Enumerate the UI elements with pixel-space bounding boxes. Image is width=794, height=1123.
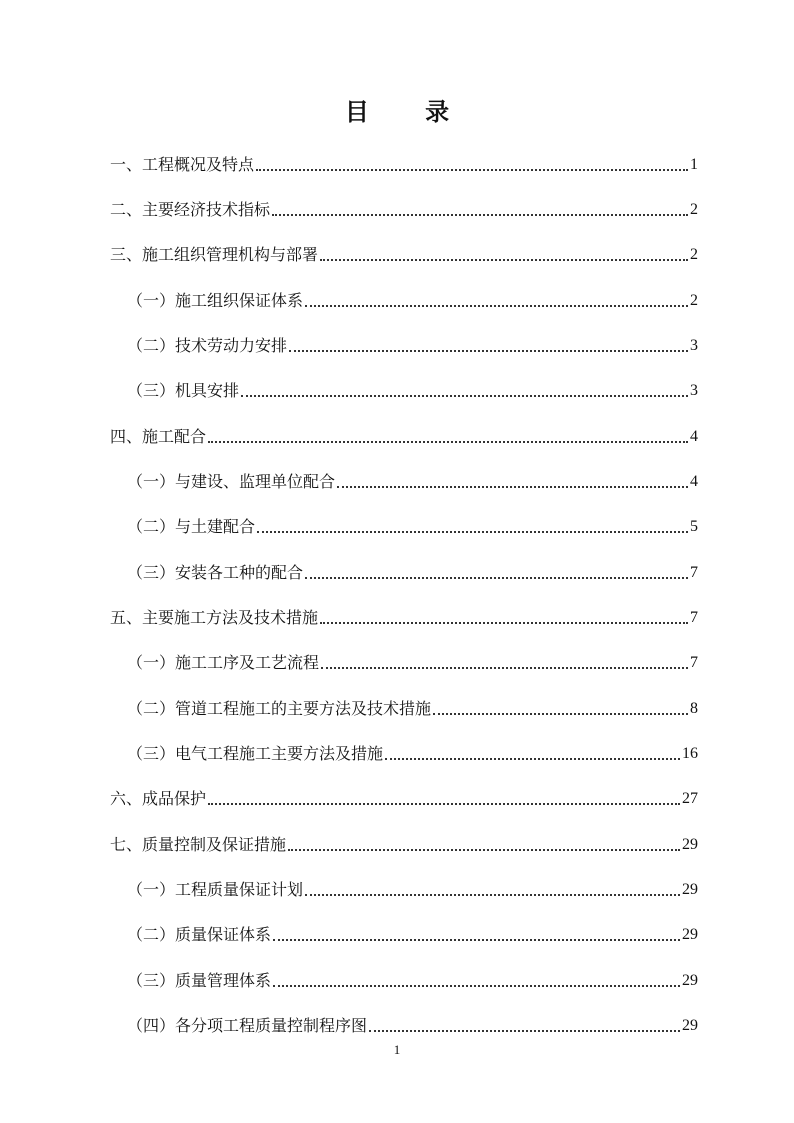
toc-entry-label: （三）质量管理体系	[127, 970, 272, 990]
toc-dot-leader	[385, 758, 680, 760]
toc-entry[interactable]	[110, 278, 698, 323]
toc-entry[interactable]	[110, 505, 698, 550]
toc-dot-leader	[273, 985, 680, 987]
toc-entry-label: （一）施工工序及工艺流程	[127, 653, 320, 673]
toc-entry-label: （二）技术劳动力安排	[127, 335, 288, 355]
toc-entry[interactable]	[110, 686, 698, 731]
toc-dot-leader	[321, 667, 688, 669]
toc-dot-leader	[272, 214, 688, 216]
toc-entry-page: 7	[690, 563, 698, 581]
toc-entry[interactable]	[110, 777, 698, 822]
toc-entry[interactable]	[110, 867, 698, 912]
toc-entry-page: 27	[682, 790, 698, 808]
toc-entry-page: 4	[690, 427, 698, 445]
toc-entry-page: 16	[682, 744, 698, 762]
toc-entry-label: （二）管道工程施工的主要方法及技术措施	[127, 698, 432, 718]
toc-dot-leader	[273, 939, 680, 941]
toc-entry-label: （三）电气工程施工主要方法及措施	[127, 743, 384, 763]
toc-entry-label: （一）与建设、监理单位配合	[127, 471, 336, 491]
toc-entry-label: （一）工程质量保证计划	[127, 879, 304, 899]
toc-entry[interactable]	[110, 414, 698, 459]
toc-entry-page: 2	[690, 246, 698, 264]
toc-entry[interactable]	[110, 641, 698, 686]
toc-entry-label: 二、主要经济技术指标	[110, 199, 271, 219]
toc-dot-leader	[256, 169, 688, 171]
toc-entry-label: （四）各分项工程质量控制程序图	[127, 1015, 368, 1035]
toc-dot-leader	[305, 894, 680, 896]
toc-dot-leader	[433, 713, 688, 715]
toc-entry-label: 一、工程概况及特点	[110, 154, 255, 174]
toc-entry[interactable]	[110, 958, 698, 1003]
toc-entry[interactable]	[110, 187, 698, 232]
page-number: 1	[393, 1042, 401, 1057]
toc-dot-leader	[288, 849, 680, 851]
toc-dot-leader	[369, 1030, 680, 1032]
toc-dot-leader	[305, 577, 688, 579]
toc-entry-page: 29	[682, 835, 698, 853]
toc-entry[interactable]	[110, 731, 698, 776]
toc-entry[interactable]	[110, 550, 698, 595]
toc-entry-page: 7	[690, 608, 698, 626]
toc-dot-leader	[320, 259, 688, 261]
toc-entry-page: 29	[682, 1016, 698, 1034]
toc-entry[interactable]	[110, 913, 698, 958]
toc-entry[interactable]	[110, 233, 698, 278]
toc-entry-label: （一）施工组织保证体系	[127, 290, 304, 310]
toc-entry-page: 3	[690, 382, 698, 400]
toc-entry-label: 七、质量控制及保证措施	[110, 834, 287, 854]
toc-dot-leader	[305, 305, 688, 307]
toc-entry-label: 六、成品保护	[110, 789, 207, 809]
toc-entry-page: 2	[690, 291, 698, 309]
toc-entry[interactable]	[110, 459, 698, 504]
toc-entry-label: 三、施工组织管理机构与部署	[110, 245, 319, 265]
toc-dot-leader	[320, 622, 688, 624]
toc-dot-leader	[257, 531, 688, 533]
toc-entry-page: 29	[682, 926, 698, 944]
toc-entry-page: 1	[690, 155, 698, 173]
toc-entry[interactable]	[110, 595, 698, 640]
toc-entry-page: 8	[690, 699, 698, 717]
toc-entry-label: （二）与土建配合	[127, 517, 256, 537]
page-title: 目 录	[344, 97, 474, 126]
toc-dot-leader	[337, 486, 688, 488]
toc-entry-page: 5	[690, 518, 698, 536]
toc-entry[interactable]	[110, 369, 698, 414]
toc-entry-page: 7	[690, 654, 698, 672]
toc-entry[interactable]	[110, 323, 698, 368]
toc-entry-label: （二）质量保证体系	[127, 925, 272, 945]
toc-dot-leader	[241, 395, 688, 397]
toc-entry[interactable]	[110, 142, 698, 187]
toc-entry-page: 3	[690, 336, 698, 354]
toc-entry-page: 29	[682, 971, 698, 989]
toc-entry-label: 五、主要施工方法及技术措施	[110, 607, 319, 627]
toc-entry-label: （三）安装各工种的配合	[127, 562, 304, 582]
toc-dot-leader	[289, 350, 688, 352]
toc-entry-page: 2	[690, 200, 698, 218]
toc-entry-label: （三）机具安排	[127, 381, 240, 401]
toc-entry[interactable]	[110, 822, 698, 867]
toc-dot-leader	[208, 803, 680, 805]
toc-entry-page: 4	[690, 472, 698, 490]
toc-dot-leader	[208, 441, 688, 443]
toc-entry-label: 四、施工配合	[110, 426, 207, 446]
toc-entry-page: 29	[682, 880, 698, 898]
table-of-contents	[110, 142, 698, 1049]
